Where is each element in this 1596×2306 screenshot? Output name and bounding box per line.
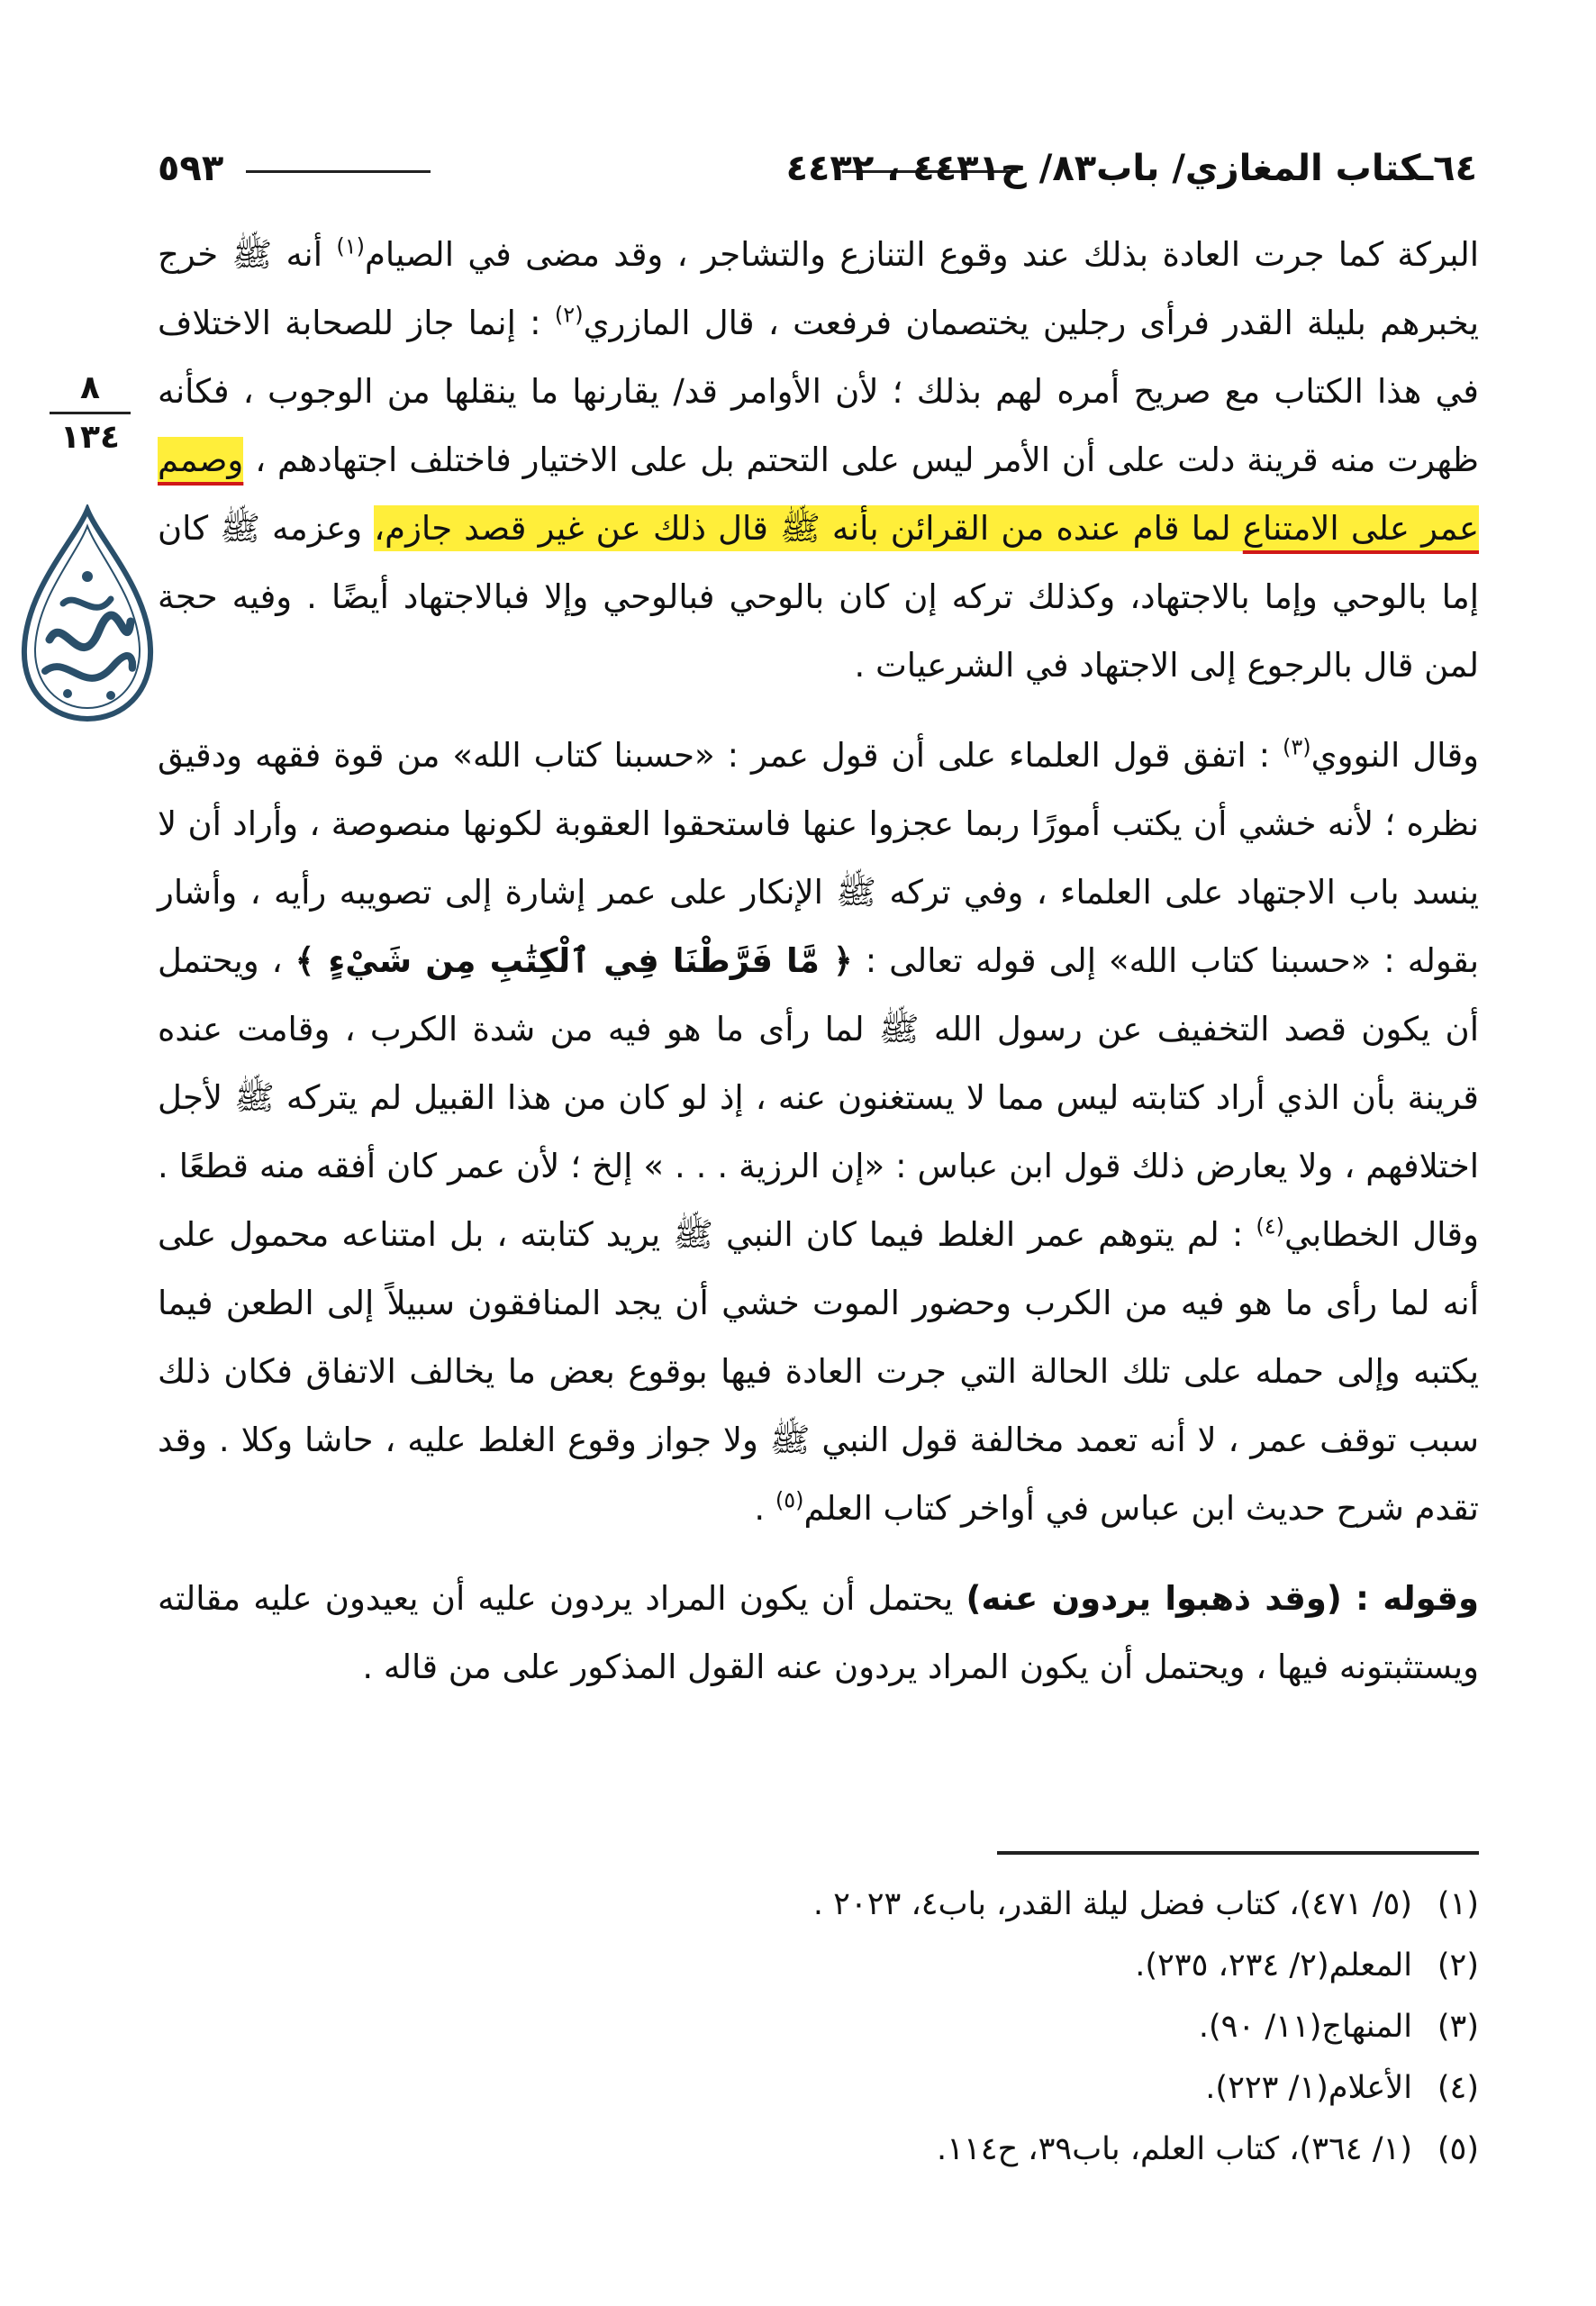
margin-page: ١٣٤ [60,419,120,456]
paragraph-2: وقال النووي$^{(٣)}$ : اتفق قول العلماء على أن قول عمر : «حسبنا كتاب الله» من قوة فقهه ودقيق نظره ؛ لأنه خشي أن يكتب أمورًا ربما عجزوا عنها فاستحقوا العقوبة لكونها منصوصة ، وأراد أن لا ينسد باب الاجتهاد على العلماء ، وفي تركه ﷺ الإنكار على عمر إشارة إلى تصويبه رأيه ، وأشار بقوله : «حسبنا كتاب الله» إلى قوله تعالى : ﴿ مَّا فَرَّطْنَا فِي ٱلْكِتَٰبِ مِن شَيْءٍ ﴾ ، ويحتمل أن يكون قصد التخفيف عن رسول الله ﷺ لما رأى ما هو فيه من شدة الكرب ، وقامت عنده قرينة بأن الذي أراد كتابته ليس مما لا يستغنون عنه ، إذ لو كان من هذا القبيل لم يتركه ﷺ لأجل اختلافهم ، ولا يعارض ذلك قول ابن عباس : «إن الرزية . . . » إلخ ؛ لأن عمر كان أفقه منه قطعًا . وقال الخطابي$^{(٤)}$ : لم يتوهم عمر الغلط فيما كان النبي ﷺ يريد كتابته ، بل امتناعه محمول على أنه لما رأى ما هو فيه من الكرب وحضور الموت خشي أن يجد المنافقون سبيلاً إلى الطعن فيما يكتبه وإلى حمله على تلك الحالة التي جرت العادة فيها بوقوع بعض ما يخالف الاتفاق فكان ذلك سبب توقف عمر ، لا أنه تعمد مخالفة قول النبي ﷺ ولا جواز وقوع الغلط عليه ، حاشا وكلا . وقد تقدم شرح حديث ابن عباس في أواخر كتاب العلم$^{(٥)}$ . [158,734,1479,1528]
footnote-number: (١) [1437,1886,1479,1922]
footnote-ref-4[interactable]: (٤) [1256,1213,1285,1239]
footnote-text: المعلم(٢/ ٢٣٤، ٢٣٥). [1135,1947,1412,1984]
footnote [360,1874,1479,1935]
header-rule-left [246,170,431,173]
paragraph-1: البركة كما جرت العادة بذلك عند وقوع التنازع والتشاجر ، وقد مضى في الصيام$^{(١)}$ أنه ﷺ خرج يخبرهم بليلة القدر فرأى رجلين يختصمان فرفعت ، قال المازري$^{(٢)}$ : إنما جاز للصحابة الاختلاف في هذا الكتاب مع صريح أمره لهم بذلك ؛ لأن الأوامر قد/ يقارنها ما ينقلها من الوجوب ، فكأنه ظهرت منه قرينة دلت على أن الأمر ليس على التحتم بل على الاختيار فاختلف اجتهادهم ، وصمم عمر على الامتناع لما قام عنده من القرائن بأنه ﷺ قال ذلك عن غير قصد جازم، وعزمه ﷺ كان إما بالوحي وإما بالاجتهاد، وكذلك تركه إن كان بالوحي فبالوحي وإلا فبالاجتهاد أيضًا . وفيه حجة لمن قال بالرجوع إلى الاجتهاد في الشرعيات . [158,233,1480,685]
chapter-title: ٦٤ـكتاب المغازي/ باب٨٣/ ح٤٤٣١ ، ٤٤٣٢ [785,148,1477,189]
footnotes [360,1874,1479,2180]
footnote-ref-5[interactable]: (٥) [775,1487,804,1513]
main-text [158,221,1479,1702]
footnote-number: (٥) [1437,2131,1479,2167]
footnote-number: (٢) [1437,1947,1479,1984]
footnote-text: (٥/ ٤٧١)، كتاب فضل ليلة القدر، باب٤، ٢٠٢٣ . [812,1886,1412,1922]
footnote [360,2057,1479,2119]
margin-volume: ٨ [50,365,131,414]
underlined-phrase: وصمم عمر على الامتناع [158,440,1480,548]
footnote-ref-3[interactable]: (٣) [1283,734,1311,760]
paragraph-3: وقوله : (وقد ذهبوا يردون عنه) يحتمل أن يكون المراد يردون عليه أن يعيدون عليه مقالته ويستثبتونه فيها ، ويحتمل أن يكون المراد يردون عنه القول المذكور على من قاله . [158,1579,1480,1686]
footnote [360,1996,1479,2057]
footnote-number: (٣) [1437,2009,1479,2045]
footnote-text: الأعلام(١/ ٢٢٣). [1205,2070,1412,2106]
footnote-number: (٤) [1437,2070,1479,2106]
margin-reference [36,365,144,461]
quran-verse: ﴿ مَّا فَرَّطْنَا فِي ٱلْكِتَٰبِ مِن شَيْءٍ ﴾ [295,941,853,980]
footnote-ref-1[interactable]: (١) [336,233,365,259]
lemma: وقوله : (وقد ذهبوا يردون عنه) [966,1579,1480,1618]
running-header [158,137,1477,200]
footnote-separator [997,1851,1479,1855]
publisher-seal-icon [14,504,162,725]
highlighted-passage: وصمم عمر على الامتناع لما قام عنده من القرائن بأنه ﷺ قال ذلك عن غير قصد جازم، [158,437,1479,551]
footnote-text: (١/ ٣٦٤)، كتاب العلم، باب٣٩، ح١١٤. [937,2131,1412,2167]
footnote-text: المنهاج(١١/ ٩٠). [1198,2009,1412,2045]
footnote-ref-2[interactable]: (٢) [554,302,584,328]
footnote [360,1935,1479,1996]
footnote [360,2119,1479,2180]
page-number: ٥٩٣ [158,148,224,189]
